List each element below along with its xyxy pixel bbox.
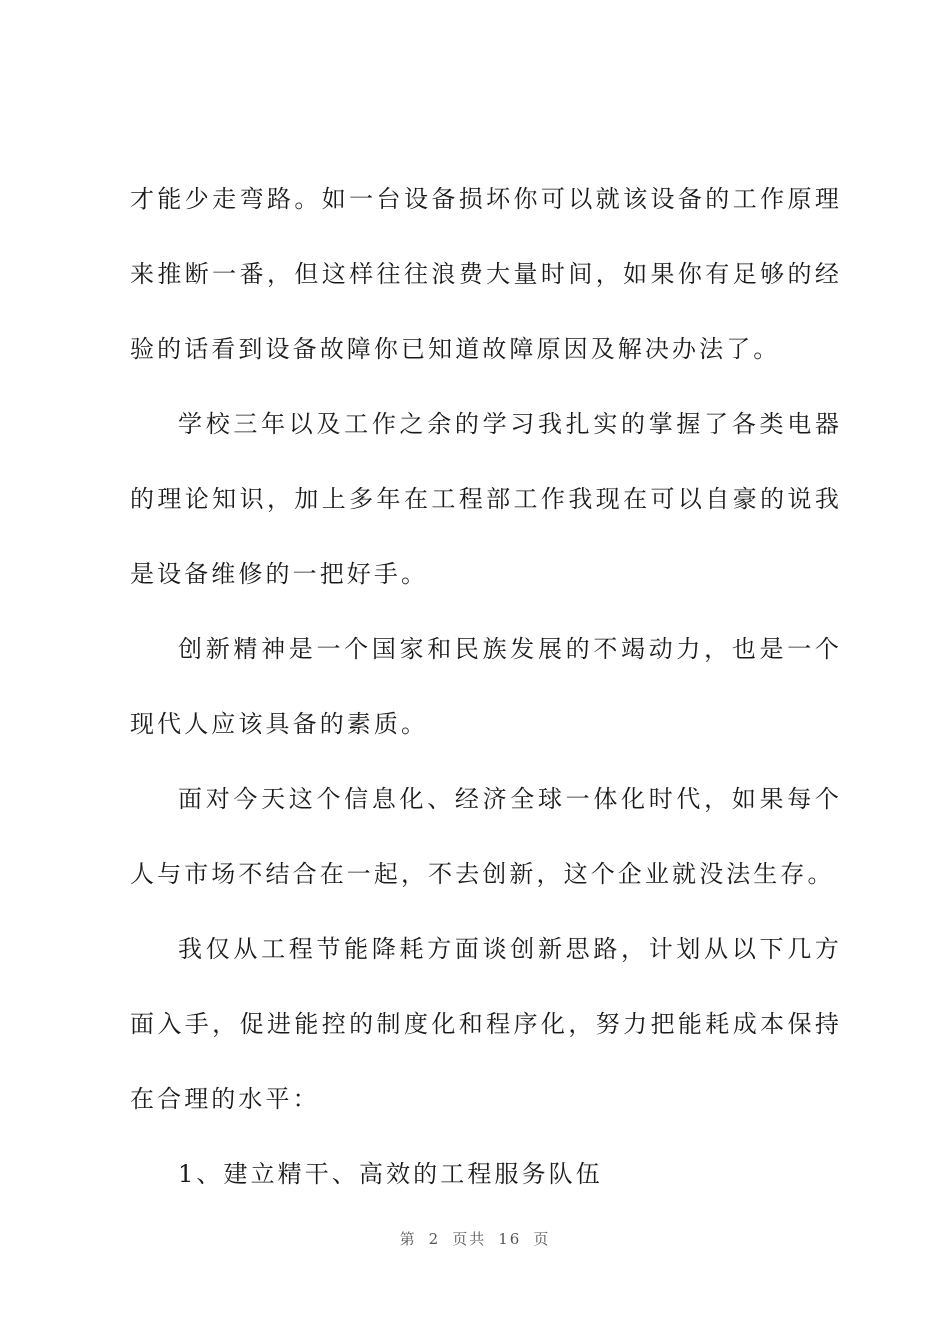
paragraph-6: 1、建立精干、高效的工程服务队伍: [178, 1160, 603, 1188]
footer-prefix: 第: [399, 1230, 417, 1248]
paragraph-3: 创新精神是一个国家和民族发展的不竭动力，也是一个现代人应该具备的素质。: [130, 635, 842, 738]
document-body: [130, 162, 842, 1212]
page-footer: [0, 1228, 950, 1249]
paragraph-1: 才能少走弯路。如一台设备损坏你可以就该设备的工作原理来推断一番，但这样往往浪费大量时间，如果你有足够的经验的话看到设备故障你已知道故障原因及解决办法了。: [130, 185, 842, 363]
paragraph-5: 我仅从工程节能降耗方面谈创新思路，计划从以下几方面入手，促进能控的制度化和程序化，努力把能耗成本保持在合理的水平：: [130, 935, 842, 1113]
footer-suffix: 页: [533, 1230, 551, 1248]
footer-page-number: 2: [428, 1230, 441, 1248]
footer-total-pages: 16: [498, 1230, 522, 1248]
footer-middle: 页共: [452, 1230, 487, 1248]
paragraph-4: 面对今天这个信息化、经济全球一体化时代，如果每个人与市场不结合在一起，不去创新，这个企业就没法生存。: [130, 785, 842, 888]
paragraph-2: 学校三年以及工作之余的学习我扎实的掌握了各类电器的理论知识，加上多年在工程部工作我现在可以自豪的说我是设备维修的一把好手。: [130, 410, 842, 588]
